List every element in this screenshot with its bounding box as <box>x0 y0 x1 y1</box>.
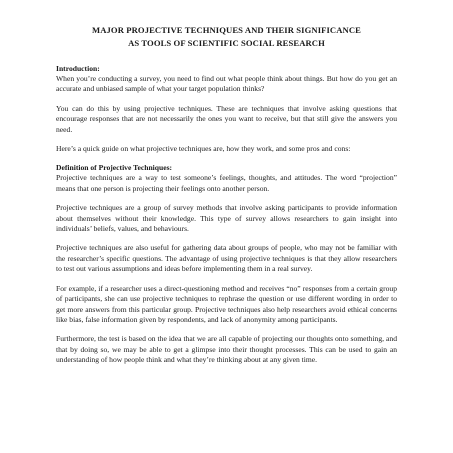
introduction-heading: Introduction: <box>56 64 100 73</box>
title-line-1: MAJOR PROJECTIVE TECHNIQUES AND THEIR SIGNIFICANCE <box>92 25 361 35</box>
introduction-paragraph-3: Here’s a quick guide on what projective techniques are, how they work, and some pros and cons: <box>56 144 351 154</box>
definition-paragraph-2: Projective techniques are a group of survey methods that involve asking participants to provide information about themselves without their knowledge. This type of survey allows researchers to gain insight into individuals’ beliefs, values, and behaviours. <box>56 203 397 234</box>
definition-section <box>56 163 397 194</box>
definition-paragraph-3: Projective techniques are also useful for gathering data about groups of people, who may not be familiar with the researcher’s specific questions. The advantage of using projective techniques is that they allow researchers to test out various assumptions and ideas before implementing them in a real survey. <box>56 243 397 274</box>
definition-paragraph-4: For example, if a researcher uses a direct-questioning method and receives “no” responses from a certain group of participants, she can use projective techniques to rephrase the question or use different wording in order to get more answers from this particular group. Projective techniques also help researchers avoid ethical concerns like bias, false information given by respondents, and lack of anonymity among participants. <box>56 283 397 324</box>
document-title <box>56 24 397 50</box>
definition-heading: Definition of Projective Techniques: <box>56 163 173 173</box>
definition-paragraph-1: Projective techniques are a way to test someone’s feelings, thoughts, and attitudes. The word “projection” means that one person is projecting their feelings onto another person. <box>56 173 397 193</box>
definition-paragraph-5: Furthermore, the test is based on the idea that we are all capable of projecting our thoughts onto something, and that by doing so, we may be able to get a glimpse into their thought processes. This can be used to gain an understanding of how people think and what they’re thinking about at any given time. <box>56 334 397 365</box>
introduction-paragraph-2: You can do this by using projective techniques. These are techniques that involve asking questions that encourage responses that are not necessarily the ones you want to receive, but that still give the answers you need. <box>56 103 397 134</box>
title-line-2: AS TOOLS OF SCIENTIFIC SOCIAL RESEARCH <box>128 38 325 48</box>
introduction-paragraph-1: When you’re conducting a survey, you need to find out what people think about things. But how do you get an accurate and unbiased sample of what your target population thinks? <box>56 74 397 94</box>
introduction-section <box>56 64 397 95</box>
